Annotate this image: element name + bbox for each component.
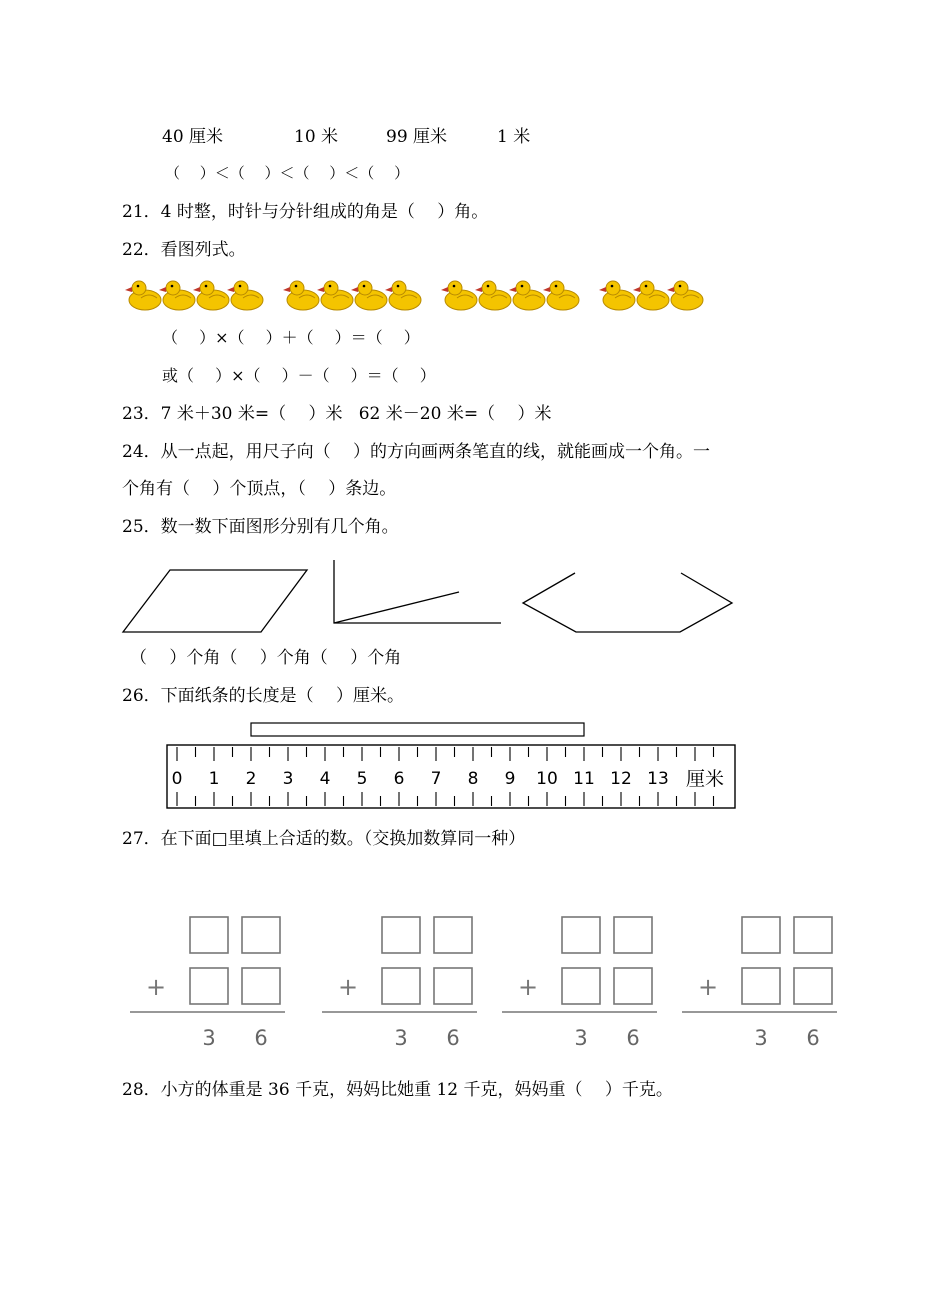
digit-box[interactable]: [614, 917, 652, 953]
question-25: 25．数一数下面图形分别有几个角。: [122, 517, 399, 537]
digit-box[interactable]: [742, 968, 780, 1004]
length-item-1: 40 厘米: [162, 127, 224, 147]
digit-box[interactable]: [190, 968, 228, 1004]
digit-box[interactable]: [242, 968, 280, 1004]
length-item-2: 10 米: [294, 127, 339, 147]
plus-sign: +: [146, 973, 167, 1001]
question-24-line-2: 个角有（ ）个顶点，（ ）条边。: [122, 479, 397, 499]
ruler-number: 1: [208, 769, 220, 789]
digit-box[interactable]: [434, 917, 472, 953]
plus-sign: +: [698, 973, 719, 1001]
ruler-number: 8: [467, 769, 479, 789]
ordering-blanks[interactable]: （ ）＜（ ）＜（ ）＜（ ）: [165, 164, 410, 182]
digit-box[interactable]: [382, 917, 420, 953]
ruler-number: 2: [245, 769, 257, 789]
plus-sign: +: [338, 973, 359, 1001]
digit-box[interactable]: [794, 917, 832, 953]
ruler-number: 9: [504, 769, 516, 789]
length-item-4: 1 米: [497, 127, 531, 147]
sum-digit: 6: [254, 1026, 268, 1050]
equation-2[interactable]: 或（ ）×（ ）－（ ）＝（ ）: [162, 366, 436, 385]
ruler-unit: 厘米: [686, 768, 725, 790]
question-22: 22．看图列式。: [122, 240, 246, 260]
equation-1[interactable]: （ ）×（ ）＋（ ）＝（ ）: [162, 328, 420, 347]
length-item-3: 99 厘米: [386, 127, 448, 147]
sum-digit: 6: [626, 1026, 640, 1050]
digit-box[interactable]: [190, 917, 228, 953]
digit-box[interactable]: [434, 968, 472, 1004]
ruler-number: 4: [319, 769, 331, 789]
question-28: 28．小方的体重是 36 千克，妈妈比她重 12 千克，妈妈重（ ）千克。: [122, 1080, 673, 1100]
ruler-number: 13: [647, 769, 669, 789]
sum-digit: 3: [754, 1026, 768, 1050]
ruler-number: 7: [430, 769, 442, 789]
sum-digit: 6: [446, 1026, 460, 1050]
addition-puzzle: [682, 917, 837, 1050]
ruler-number: 3: [282, 769, 294, 789]
ruler-number: 11: [573, 769, 595, 789]
sum-digit: 3: [394, 1026, 408, 1050]
sum-digit: 3: [574, 1026, 588, 1050]
plus-sign: +: [518, 973, 539, 1001]
digit-box[interactable]: [382, 968, 420, 1004]
question-26: 26．下面纸条的长度是（ ）厘米。: [122, 686, 405, 706]
ruler-number: 0: [171, 769, 183, 789]
addition-puzzle: [130, 917, 285, 1050]
question-27: 27．在下面□里填上合适的数。（交换加数算同一种）: [122, 829, 526, 849]
digit-box[interactable]: [742, 917, 780, 953]
question-24-line-1: 24．从一点起，用尺子向（ ）的方向画两条笔直的线，就能画成一个角。一: [122, 442, 711, 462]
digit-box[interactable]: [614, 968, 652, 1004]
addition-puzzle: [322, 917, 477, 1050]
shape-angle-answers[interactable]: （ ）个角（ ）个角（ ）个角: [130, 648, 402, 668]
sum-digit: 3: [202, 1026, 216, 1050]
digit-box[interactable]: [242, 917, 280, 953]
sum-digit: 6: [806, 1026, 820, 1050]
addition-puzzle: [502, 917, 657, 1050]
digit-box[interactable]: [562, 968, 600, 1004]
question-21: 21．4 时整，时针与分针组成的角是（ ）角。: [122, 202, 489, 222]
ruler-number: 12: [610, 769, 632, 789]
question-23: 23．7 米＋30 米=（ ）米 62 米－20 米=（ ）米: [122, 404, 552, 424]
ruler-number: 6: [393, 769, 405, 789]
digit-box[interactable]: [794, 968, 832, 1004]
ruler-number: 5: [356, 769, 368, 789]
ruler-number: 10: [536, 769, 558, 789]
digit-box[interactable]: [562, 917, 600, 953]
